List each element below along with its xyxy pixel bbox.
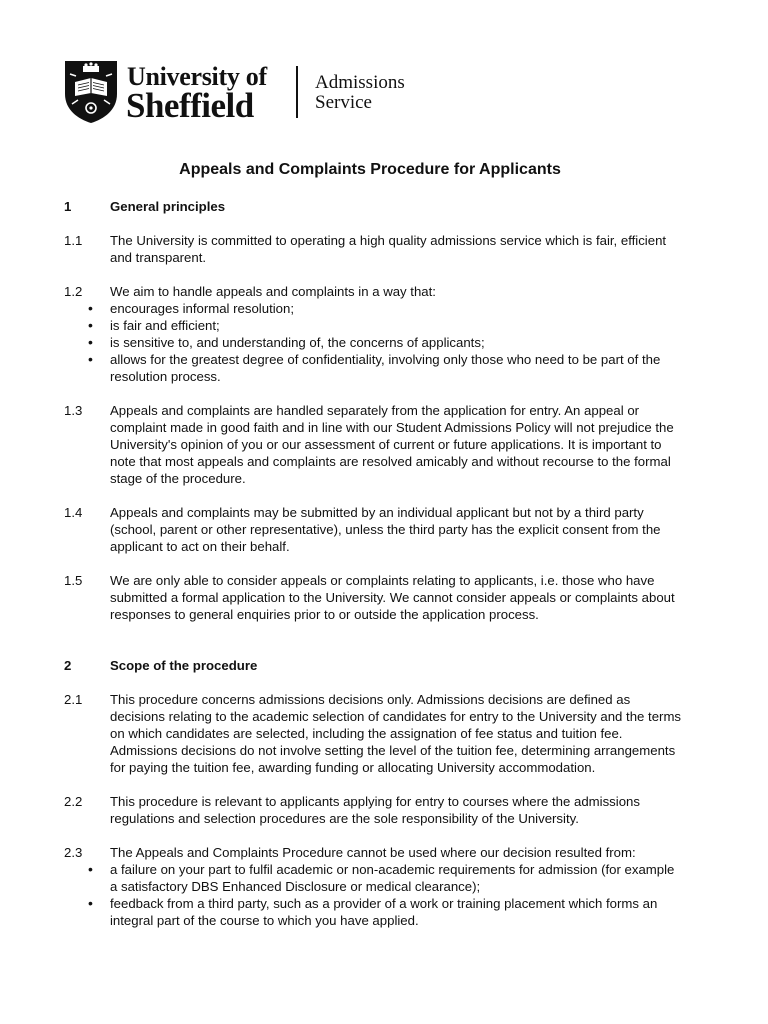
- paragraph-number: 1.3: [64, 403, 83, 418]
- paragraph-text: We are only able to consider appeals or complaints relating to applicants, i.e. those who have submitted a formal application to the University. We cannot consider appeals or complaints about responses to general enquiries prior to or outside the application process.: [110, 573, 675, 622]
- list-item: • a failure on your part to fulfil academic or non-academic requirements for admission (for example a satisfactory DBS Enhanced Disclosure or medical clearance);: [110, 861, 684, 895]
- list-item: • encourages informal resolution;: [110, 300, 684, 317]
- section-number: 2: [64, 658, 72, 673]
- document-title: Appeals and Complaints Procedure for Applicants: [179, 161, 561, 178]
- paragraph-text: The University is committed to operating a high quality admissions service which is fair, efficient and transparent.: [110, 233, 667, 265]
- bullet-list: [64, 300, 684, 385]
- list-item: • allows for the greatest degree of confidentiality, involving only those who need to be part of the resolution process.: [110, 351, 684, 385]
- paragraph: [64, 691, 684, 776]
- service-name-line1: Admissions: [315, 72, 405, 93]
- list-item: • is fair and efficient;: [110, 317, 684, 334]
- section-heading: [64, 657, 684, 674]
- paragraph-text: We aim to handle appeals and complaints in a way that:: [110, 284, 436, 299]
- paragraph-text: Appeals and complaints are handled separately from the application for entry. An appeal or complaint made in good faith and in line with our Student Admissions Policy will not prejudice the University's opinion of you or our assessment of current or future applications. It is important to note that most appeals and complaints are resolved amicably and without recourse to the formal stage of the procedure.: [110, 403, 674, 486]
- paragraph-number: 2.2: [64, 794, 83, 809]
- paragraph: [64, 232, 684, 266]
- list-item: • is sensitive to, and understanding of, the concerns of applicants;: [110, 334, 684, 351]
- paragraph: [64, 793, 684, 827]
- university-shield-icon: [64, 60, 118, 124]
- paragraph: [64, 402, 684, 487]
- section-title: General principles: [110, 199, 226, 214]
- paragraph-number: 1.2: [64, 284, 83, 299]
- paragraph: [64, 283, 684, 385]
- paragraph: [64, 572, 684, 623]
- section-heading: [64, 198, 684, 215]
- paragraph: [64, 504, 684, 555]
- paragraph-text: Appeals and complaints may be submitted by an individual applicant but not by a third party (school, parent or other representative), unless the third party has the explicit consent from the applicant to act on their behalf.: [110, 505, 661, 554]
- section-number: 1: [64, 199, 72, 214]
- bullet-list: [64, 861, 684, 929]
- university-logo: [64, 60, 484, 124]
- university-name-line2: Sheffield: [126, 86, 254, 125]
- document-body: [64, 198, 684, 946]
- paragraph: [64, 844, 684, 929]
- paragraph-number: 1.5: [64, 573, 83, 588]
- list-item: • feedback from a third party, such as a provider of a work or training placement which forms an integral part of the course to which you have applied.: [110, 895, 684, 929]
- paragraph-text: This procedure is relevant to applicants applying for entry to courses where the admissions regulations and selection procedures are the sole responsibility of the University.: [110, 794, 640, 826]
- university-name-line1: University of: [127, 62, 267, 91]
- paragraph-number: 2.3: [64, 845, 83, 860]
- paragraph-text: This procedure concerns admissions decisions only. Admissions decisions are defined as decisions relating to the academic selection of candidates for entry to the University and the terms on which candidates are selected, including the assignation of fee status and tuition fee. Admissions decisions do not involve setting the level of the tuition fee, determining arrangements for paying the tuition fee, awarding funding or allocating University accommodation.: [110, 692, 682, 775]
- paragraph-number: 2.1: [64, 692, 83, 707]
- paragraph-number: 1.1: [64, 233, 83, 248]
- paragraph-text: The Appeals and Complaints Procedure cannot be used where our decision resulted from:: [110, 845, 636, 860]
- service-name-line2: Service: [315, 92, 372, 113]
- paragraph-number: 1.4: [64, 505, 83, 520]
- section-title: Scope of the procedure: [110, 658, 258, 673]
- logo-divider: [296, 66, 298, 118]
